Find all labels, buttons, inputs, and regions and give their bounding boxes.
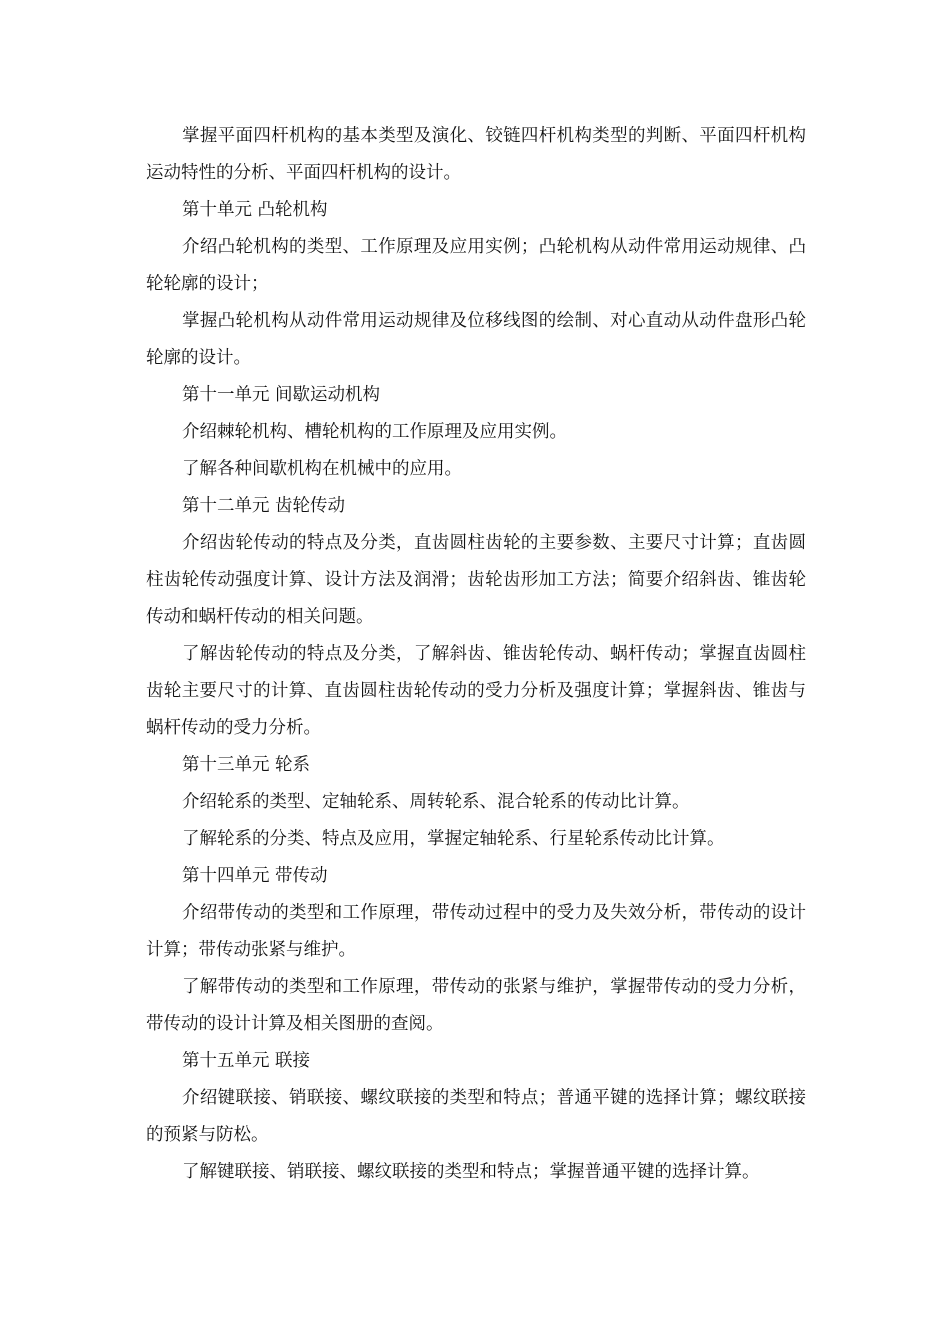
- paragraph: 了解带传动的类型和工作原理，带传动的张紧与维护，掌握带传动的受力分析，带传动的设计计算及相关图册的查阅。: [146, 977, 806, 1034]
- paragraph: 掌握平面四杆机构的基本类型及演化、铰链四杆机构类型的判断、平面四杆机构运动特性的分析、平面四杆机构的设计。: [146, 126, 806, 183]
- paragraph: 介绍轮系的类型、定轴轮系、周转轮系、混合轮系的传动比计算。: [182, 792, 690, 812]
- section-heading: 第十单元 凸轮机构: [182, 200, 328, 220]
- paragraph: 了解各种间歇机构在机械中的应用。: [182, 459, 462, 479]
- section-heading: 第十四单元 带传动: [182, 866, 328, 886]
- section-heading: 第十三单元 轮系: [182, 755, 311, 775]
- section-heading: 第十一单元 间歇运动机构: [182, 385, 381, 405]
- paragraph: 介绍带传动的类型和工作原理，带传动过程中的受力及失效分析，带传动的设计计算；带传动张紧与维护。: [146, 903, 806, 960]
- paragraph: 了解键联接、销联接、螺纹联接的类型和特点；掌握普通平键的选择计算。: [182, 1162, 760, 1182]
- paragraph: 介绍齿轮传动的特点及分类，直齿圆柱齿轮的主要参数、主要尺寸计算；直齿圆柱齿轮传动强度计算、设计方法及润滑；齿轮齿形加工方法；简要介绍斜齿、锥齿轮传动和蜗杆传动的相关问题。: [146, 533, 806, 627]
- paragraph: 介绍凸轮机构的类型、工作原理及应用实例；凸轮机构从动件常用运动规律、凸轮轮廓的设计；: [146, 237, 806, 294]
- paragraph: 掌握凸轮机构从动件常用运动规律及位移线图的绘制、对心直动从动件盘形凸轮轮廓的设计。: [146, 311, 806, 368]
- section-heading: 第十二单元 齿轮传动: [182, 496, 346, 516]
- section-heading: 第十五单元 联接: [182, 1051, 311, 1071]
- paragraph: 了解轮系的分类、特点及应用，掌握定轴轮系、行星轮系传动比计算。: [182, 829, 725, 849]
- document-body: [146, 118, 806, 1191]
- paragraph: 介绍键联接、销联接、螺纹联接的类型和特点；普通平键的选择计算；螺纹联接的预紧与防松。: [146, 1088, 806, 1145]
- paragraph: 介绍棘轮机构、槽轮机构的工作原理及应用实例。: [182, 422, 567, 442]
- paragraph: 了解齿轮传动的特点及分类，了解斜齿、锥齿轮传动、蜗杆传动；掌握直齿圆柱齿轮主要尺寸的计算、直齿圆柱齿轮传动的受力分析及强度计算；掌握斜齿、锥齿与蜗杆传动的受力分析。: [146, 644, 806, 738]
